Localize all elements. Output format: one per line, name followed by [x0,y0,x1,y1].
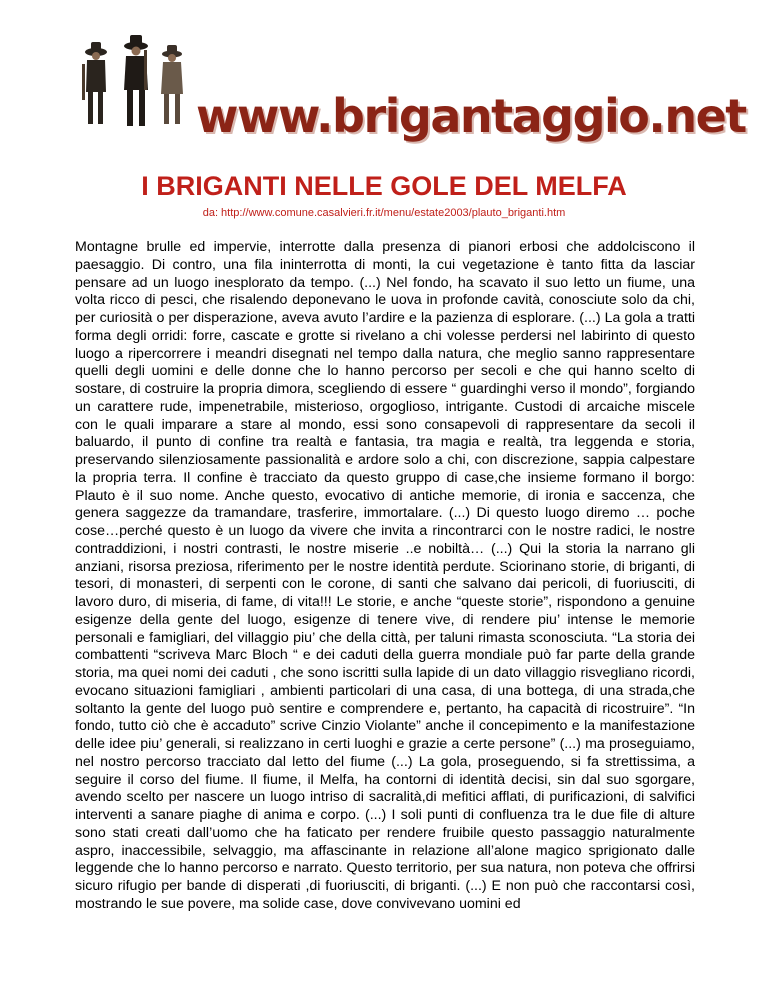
site-name-logo: www.brigantaggio.net [196,89,746,143]
article-title: I BRIGANTI NELLE GOLE DEL MELFA [141,171,627,201]
brigands-photo-image [80,30,190,130]
page-header [0,0,768,160]
article-body: Montagne brulle ed impervie, interrotte dalla presenza di pianori erbosi che addolciscono il paesaggio. Di contro, una fila ininterrotta di monti, la cui vegetazione è tanto fitta da lasciar pensare ad un luogo inesplorato da tempo. (...) Nel fondo, ha scavato il suo letto un fiume, una volta ricco di pesci, che risalendo deponevano le uova in profonde cavità, conosciute solo da chi, per curiosità o per disperazione, aveva avuto l’ardire e la pazienza di esplorare. (...) La gola a tratti forma degli orridi: forre, cascate e grotte si rivelano a chi volesse perdersi nel labirinto di questo luogo a ripercorrere i meandri disegnati nel tempo dalla natura, che meglio sanno rappresentare quelli degli uomini e delle donne che lo hanno percorso per secoli e che qui hanno scelto di sostare, di costruire la propria dimora, scegliendo di essere “ guardinghi verso il mondo”, forgiando un carattere rude, impenetrabile, misterioso, orgoglioso, intrigante. Custodi di arcaiche miscele con le quali imparare a stare al mondo, essi sono consapevoli di rappresentare da secoli il baluardo, il punto di confine tra realtà e fantasia, tra magia e realtà, tra leggenda e storia, preservando silenziosamente passionalità e ardore solo a chi, con discrezione, sappia calpestare la propria terra. Il confine è tracciato da questo gruppo di case,che insieme formano il borgo: Plauto è il suo nome. Anche questo, evocativo di antiche memorie, di ironia e saccenza, che genera saggezze da tramandare, trasferire, immortalare. (...) Di questo luogo diremo … poche cose…perché questo è un luogo da vivere che invita a rincontrarci con le nostre radici, le nostre contraddizioni, i nostri contrasti, le nostre miserie ..e nobiltà… (...) Qui la storia la narrano gli anziani, risorsa preziosa, riferimento per le nostre identità perdute. Sciorinano storie, di briganti, di tesori, di monasteri, di serpenti con le corone, di santi che salvano dai pericoli, di fuoriusciti, di lavoro duro, di miseria, di fame, di vita!!! Le storie, e anche “queste storie”, rispondono a genuine esigenze della gente del luogo, esigenze di tenere vive, di rendere piu’ intense le memorie personali e famigliari, del villaggio piu’ che della città, per taluni rimasta sconosciuta. “La storia dei combattenti “scriveva Marc Bloch “ e dei caduti della guerra mondiale può far parte della grande storia, ma quei nomi dei caduti , che sono iscritti sulla lapide di un dato villaggio risvegliano ricordi, evocano situazioni famigliari , ambienti particolari di una casa, di una bottega, di una strada,che soltanto la gente del luogo può sentire e comprendere e, pertanto, ha capacità di ricostruire”. “In fondo, tutto ciò che è accaduto” scrive Cinzio Violante” anche il concepimento e la manifestazione delle idee piu’ generali, si realizzano in certi luoghi e grazie a certe persone” (...) ma proseguiamo, nel nostro percorso tracciato dal letto del fiume (...) La gola, proseguendo, si fa strettissima, a seguire il corso del fiume. Il fiume, il Melfa, ha contorni di identità decisi, sin dal suo sgorgare, avendo scelto per nascere un luogo intriso di sacralità,di mefitici afflati, di purificazioni, di salvifici interventi a sanare piaghe di anima e corpo. (...) I soli punti di confluenza tra le due file di alture sono stati creati dall’uomo che ha faticato per rendere fruibile questo passaggio naturalmente aspro, inaccessibile, selvaggio, ma affascinante in relazione all’alone magico sprigionato dalle leggende che lo hanno percorso e narrato. Questo territorio, per sua natura, non poteva che offrirsi sicuro rifugio per bande di disperati ,di fuoriusciti, di briganti. (...) E non può che raccontarsi così, mostrando le sue povere, ma solide case, dove convivevano uomini ed [75,239,695,912]
article-source: da: http://www.comune.casalvieri.fr.it/menu/estate2003/plauto_briganti.htm [202,207,566,219]
